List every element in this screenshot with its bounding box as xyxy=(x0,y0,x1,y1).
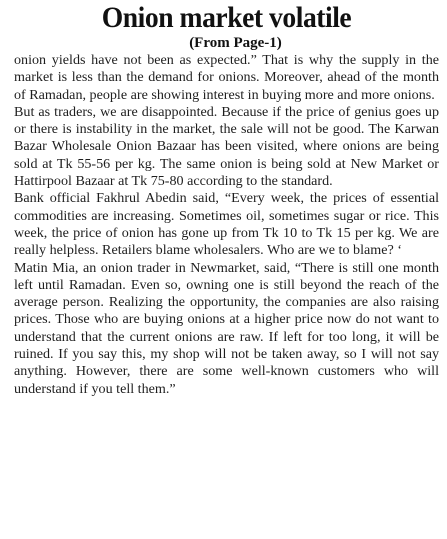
paragraph-2: But as traders, we are disappointed. Because if the price of genius goes up or there is instability in the market, the sale will not be good. The Karwan Bazar Wholesale Onion Bazaar has been visited, where onions are being sold at Tk 55-56 per kg. The same onion is being sold at New Market or Hattirpool Bazaar at Tk 75-80 according to the standard. xyxy=(14,103,439,190)
paragraph-3: Bank official Fakhrul Abedin said, “Every week, the prices of essential commodities are increasing. Sometimes oil, sometimes sugar or rice. This week, the price of onion has gone up from Tk 10 to Tk 15 per kg. We are really helpless. Retailers blame wholesalers. Who are we to blame? ‘ xyxy=(14,190,439,259)
paragraph-1: onion yields have not been as expected.” That is why the supply in the market is less than the demand for onions. Moreover, ahead of the month of Ramadan, people are showing interest in buying more and more onions. xyxy=(14,52,439,103)
paragraph-4: Matin Mia, an onion trader in Newmarket, said, “There is still one month left until Ramadan. Even so, owning one is still beyond the reach of the average person. Realizing the opportunity, the companies are also raising prices. Those who are buying onions at a higher price now do not want to understand that the current onions are raw. If left for too long, it will be ruined. If you say this, my shop will not be taken away, so I will not say anything. However, there are some well-known customers who will understand if you tell them.” xyxy=(14,259,439,397)
article-headline: Onion market volatile xyxy=(101,1,352,34)
continuation-note: (From Page-1) xyxy=(189,35,282,51)
article-body xyxy=(14,52,439,398)
